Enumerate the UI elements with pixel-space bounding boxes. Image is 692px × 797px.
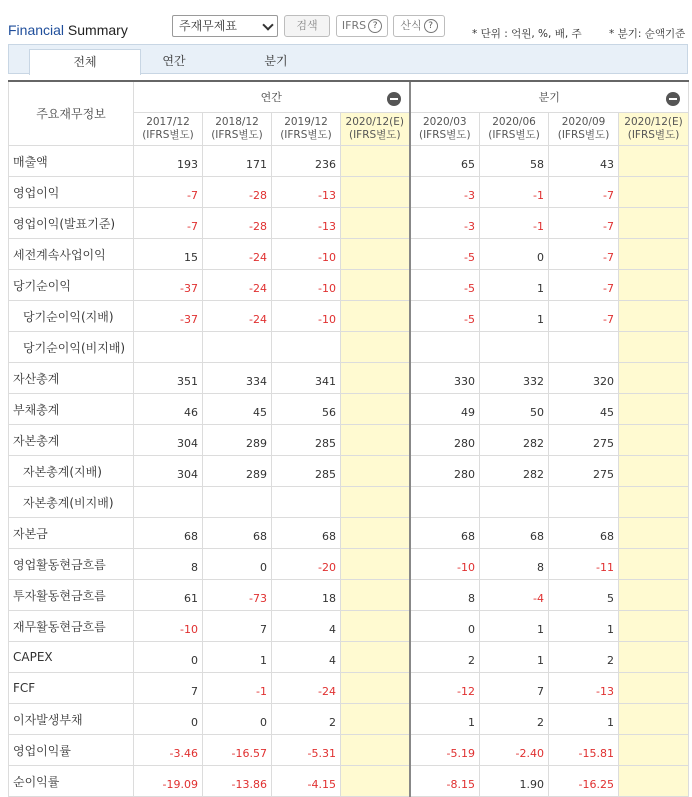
table-cell: 58 [480,146,549,177]
column-period: 2020/06 [492,116,536,128]
table-row [9,177,689,208]
table-cell: 0 [134,642,203,673]
table-cell: 289 [203,456,272,487]
table-cell: 65 [410,146,480,177]
table-cell [619,363,689,394]
table-row [9,239,689,270]
table-cell: -5 [410,301,480,332]
quarter-label: 분기 [538,91,560,104]
annual-label: 연간 [260,91,282,104]
table-cell [341,611,410,642]
column-header [134,113,203,146]
table-cell: 275 [549,425,619,456]
table-row [9,518,689,549]
table-cell: 46 [134,394,203,425]
table-cell [272,487,341,518]
table-cell: 50 [480,394,549,425]
table-cell: -24 [272,673,341,704]
table-cell: 1 [480,611,549,642]
row-label: 자본총계 [9,425,134,456]
table-cell: -13 [272,208,341,239]
table-cell [341,642,410,673]
table-cell: 8 [480,549,549,580]
table-cell [410,487,480,518]
table-cell: 282 [480,425,549,456]
column-header [410,113,480,146]
table-row [9,208,689,239]
formula-button[interactable] [393,15,445,37]
table-row [9,580,689,611]
table-cell: 2 [272,704,341,735]
table-cell [203,487,272,518]
ifrs-button[interactable] [336,15,388,37]
table-cell: -16.57 [203,735,272,766]
table-row [9,704,689,735]
table-cell: 236 [272,146,341,177]
financial-summary-table [8,80,689,797]
table-cell: 1.90 [480,766,549,797]
column-header [480,113,549,146]
quarter-group-header [410,81,689,113]
table-cell: 43 [549,146,619,177]
table-cell: 7 [134,673,203,704]
table-cell: 334 [203,363,272,394]
table-cell: 5 [549,580,619,611]
table-cell [341,704,410,735]
table-cell: -2.40 [480,735,549,766]
table-cell [619,735,689,766]
table-cell [619,239,689,270]
table-cell [619,611,689,642]
table-cell [480,487,549,518]
table-cell: 0 [203,704,272,735]
row-label: 당기순이익(비지배) [9,332,134,363]
table-cell: 2 [480,704,549,735]
table-cell [341,425,410,456]
table-row [9,487,689,518]
row-label: 자본총계(비지배) [9,487,134,518]
table-cell [619,208,689,239]
table-cell: -24 [203,239,272,270]
table-cell: 280 [410,456,480,487]
row-label: FCF [9,673,134,704]
row-label: 이자발생부채 [9,704,134,735]
table-cell: 7 [480,673,549,704]
table-row [9,270,689,301]
tab-all[interactable]: 전체 [29,49,141,75]
table-cell: 61 [134,580,203,611]
column-period: 2020/09 [561,116,606,128]
table-cell: -28 [203,208,272,239]
table-cell: 4 [272,611,341,642]
table-cell: 282 [480,456,549,487]
table-cell [341,735,410,766]
table-cell: 332 [480,363,549,394]
table-cell: -24 [203,270,272,301]
table-cell [619,549,689,580]
table-cell [134,332,203,363]
table-cell [549,332,619,363]
table-cell: 2 [549,642,619,673]
column-basis: (IFRS별도) [418,129,471,141]
row-label: 자산총계 [9,363,134,394]
formula-label: 산식 [400,19,422,32]
table-row [9,456,689,487]
unit-note: * 단위 : 억원, %, 배, 주 [472,28,582,40]
section-title [8,22,128,38]
table-cell: 49 [410,394,480,425]
table-cell: 15 [134,239,203,270]
table-cell [619,766,689,797]
table-row [9,611,689,642]
row-label: 당기순이익(지배) [9,301,134,332]
table-cell: 1 [549,611,619,642]
table-cell [341,580,410,611]
table-cell: 0 [410,611,480,642]
row-label: 당기순이익 [9,270,134,301]
table-cell: -12 [410,673,480,704]
table-cell: 45 [203,394,272,425]
column-header [619,113,689,146]
table-cell [341,270,410,301]
table-cell [480,332,549,363]
table-cell: 0 [480,239,549,270]
search-button[interactable]: 검색 [284,15,330,37]
table-cell: -5.31 [272,735,341,766]
row-label: 영업이익률 [9,735,134,766]
table-cell [272,332,341,363]
table-cell: -3 [410,208,480,239]
column-basis: (IFRS별도) [142,129,194,141]
table-cell: -1 [203,673,272,704]
column-basis: (IFRS별도) [348,129,401,141]
annual-group-header [134,81,410,113]
tab-quarter[interactable]: 분기 [264,54,288,68]
column-period: 2020/03 [422,116,467,128]
row-label: 매출액 [9,146,134,177]
table-row [9,394,689,425]
table-cell: -1 [480,208,549,239]
table-row [9,642,689,673]
table-cell [619,332,689,363]
table-cell: -13.86 [203,766,272,797]
table-row [9,146,689,177]
basis-note: * 분기: 순액기준 [609,28,686,40]
table-cell: -13 [549,673,619,704]
table-cell: -5 [410,239,480,270]
table-row [9,425,689,456]
table-cell: 304 [134,425,203,456]
table-cell: -7 [134,177,203,208]
table-cell [410,332,480,363]
table-cell [341,518,410,549]
table-cell: 280 [410,425,480,456]
table-cell [619,673,689,704]
table-cell: -7 [549,208,619,239]
row-label: 투자활동현금흐름 [9,580,134,611]
table-cell [341,394,410,425]
table-cell [619,394,689,425]
row-header: 주요재무정보 [9,81,134,146]
table-cell: 285 [272,456,341,487]
table-cell [619,425,689,456]
table-cell: -10 [410,549,480,580]
column-header [272,113,341,146]
table-row [9,363,689,394]
table-cell [619,487,689,518]
table-cell: 68 [549,518,619,549]
table-cell: -4 [480,580,549,611]
table-cell: 7 [203,611,272,642]
table-cell: -8.15 [410,766,480,797]
column-header [203,113,272,146]
table-cell: -7 [134,208,203,239]
table-cell: -7 [549,301,619,332]
table-row [9,766,689,797]
period-tabs [8,44,688,74]
table-cell [341,146,410,177]
tab-annual[interactable]: 연간 [162,54,186,68]
column-basis: (IFRS별도) [557,129,610,141]
table-cell: 341 [272,363,341,394]
table-cell [341,208,410,239]
table-cell [341,363,410,394]
table-cell: -19.09 [134,766,203,797]
table-cell [341,332,410,363]
row-label: 영업이익(발표기준) [9,208,134,239]
row-label: 자본총계(지배) [9,456,134,487]
table-cell: 285 [272,425,341,456]
table-cell: 68 [134,518,203,549]
row-label: 재무활동현금흐름 [9,611,134,642]
table-cell [619,270,689,301]
table-cell: 45 [549,394,619,425]
column-header [341,113,410,146]
table-cell [619,177,689,208]
table-cell: 2 [410,642,480,673]
table-row [9,673,689,704]
table-cell: 68 [480,518,549,549]
table-cell: 68 [272,518,341,549]
column-basis: (IFRS별도) [280,129,332,141]
table-cell: 1 [480,270,549,301]
row-label: 부채총계 [9,394,134,425]
title-suffix: Summary [67,22,128,38]
table-cell [549,487,619,518]
column-period: 2020/12(E) [345,116,404,128]
table-cell: 18 [272,580,341,611]
table-cell: -24 [203,301,272,332]
table-row [9,549,689,580]
table-cell: -10 [272,301,341,332]
table-cell: 1 [203,642,272,673]
table-cell [341,766,410,797]
table-cell: 0 [134,704,203,735]
title-prefix: Financial [8,22,65,38]
table-cell: 1 [480,301,549,332]
table-cell: 289 [203,425,272,456]
table-cell: 193 [134,146,203,177]
column-basis: (IFRS별도) [488,129,540,141]
column-period: 2019/12 [284,116,328,128]
table-cell: -7 [549,239,619,270]
table-cell: 68 [410,518,480,549]
table-cell: -7 [549,270,619,301]
table-cell: 68 [203,518,272,549]
table-cell [619,301,689,332]
table-row [9,332,689,363]
table-cell: 1 [549,704,619,735]
table-cell [619,518,689,549]
row-label: CAPEX [9,642,134,673]
table-row [9,735,689,766]
table-cell [341,456,410,487]
table-cell: -5.19 [410,735,480,766]
table-cell [619,704,689,735]
table-cell [619,642,689,673]
help-icon: ? [424,19,438,33]
table-cell: -10 [272,239,341,270]
row-label: 세전계속사업이익 [9,239,134,270]
table-cell: -3.46 [134,735,203,766]
column-header [549,113,619,146]
table-cell [341,673,410,704]
column-period: 2018/12 [215,116,259,128]
table-cell [341,301,410,332]
table-cell [341,177,410,208]
table-cell: -28 [203,177,272,208]
table-cell: -37 [134,301,203,332]
collapse-annual-icon[interactable] [387,92,401,106]
table-cell: 8 [410,580,480,611]
table-cell: 0 [203,549,272,580]
statement-type-value: 주재무제표 [179,19,237,33]
column-period: 2017/12 [146,116,190,128]
table-cell: 330 [410,363,480,394]
statement-type-select[interactable] [172,15,278,37]
table-cell: -10 [272,270,341,301]
table-cell [203,332,272,363]
table-cell: -16.25 [549,766,619,797]
table-cell: -5 [410,270,480,301]
table-cell [619,580,689,611]
table-cell: -10 [134,611,203,642]
table-cell: 8 [134,549,203,580]
table-cell: 304 [134,456,203,487]
row-label: 영업활동현금흐름 [9,549,134,580]
table-cell: -7 [549,177,619,208]
collapse-quarter-icon[interactable] [666,92,680,106]
column-period: 2020/12(E) [624,116,683,128]
table-cell: 1 [480,642,549,673]
row-label: 자본금 [9,518,134,549]
table-cell [619,456,689,487]
table-cell: -3 [410,177,480,208]
help-icon: ? [368,19,382,33]
column-basis: (IFRS별도) [211,129,263,141]
table-cell [341,549,410,580]
row-label: 영업이익 [9,177,134,208]
table-cell: 4 [272,642,341,673]
table-cell: 171 [203,146,272,177]
table-cell: -20 [272,549,341,580]
column-basis: (IFRS별도) [627,129,680,141]
table-cell: -1 [480,177,549,208]
table-cell: -11 [549,549,619,580]
top-bar [0,0,692,44]
row-label: 순이익률 [9,766,134,797]
table-cell: 1 [410,704,480,735]
table-cell: -13 [272,177,341,208]
table-row [9,301,689,332]
table-cell [341,487,410,518]
chevron-down-icon [262,19,273,30]
table-cell [619,146,689,177]
table-cell: -37 [134,270,203,301]
table-cell [341,239,410,270]
table-cell: -4.15 [272,766,341,797]
table-cell: 320 [549,363,619,394]
table-cell: 56 [272,394,341,425]
ifrs-label: IFRS [341,19,367,32]
table-cell: 275 [549,456,619,487]
table-cell: 351 [134,363,203,394]
table-cell: -15.81 [549,735,619,766]
table-cell [134,487,203,518]
table-cell: -73 [203,580,272,611]
